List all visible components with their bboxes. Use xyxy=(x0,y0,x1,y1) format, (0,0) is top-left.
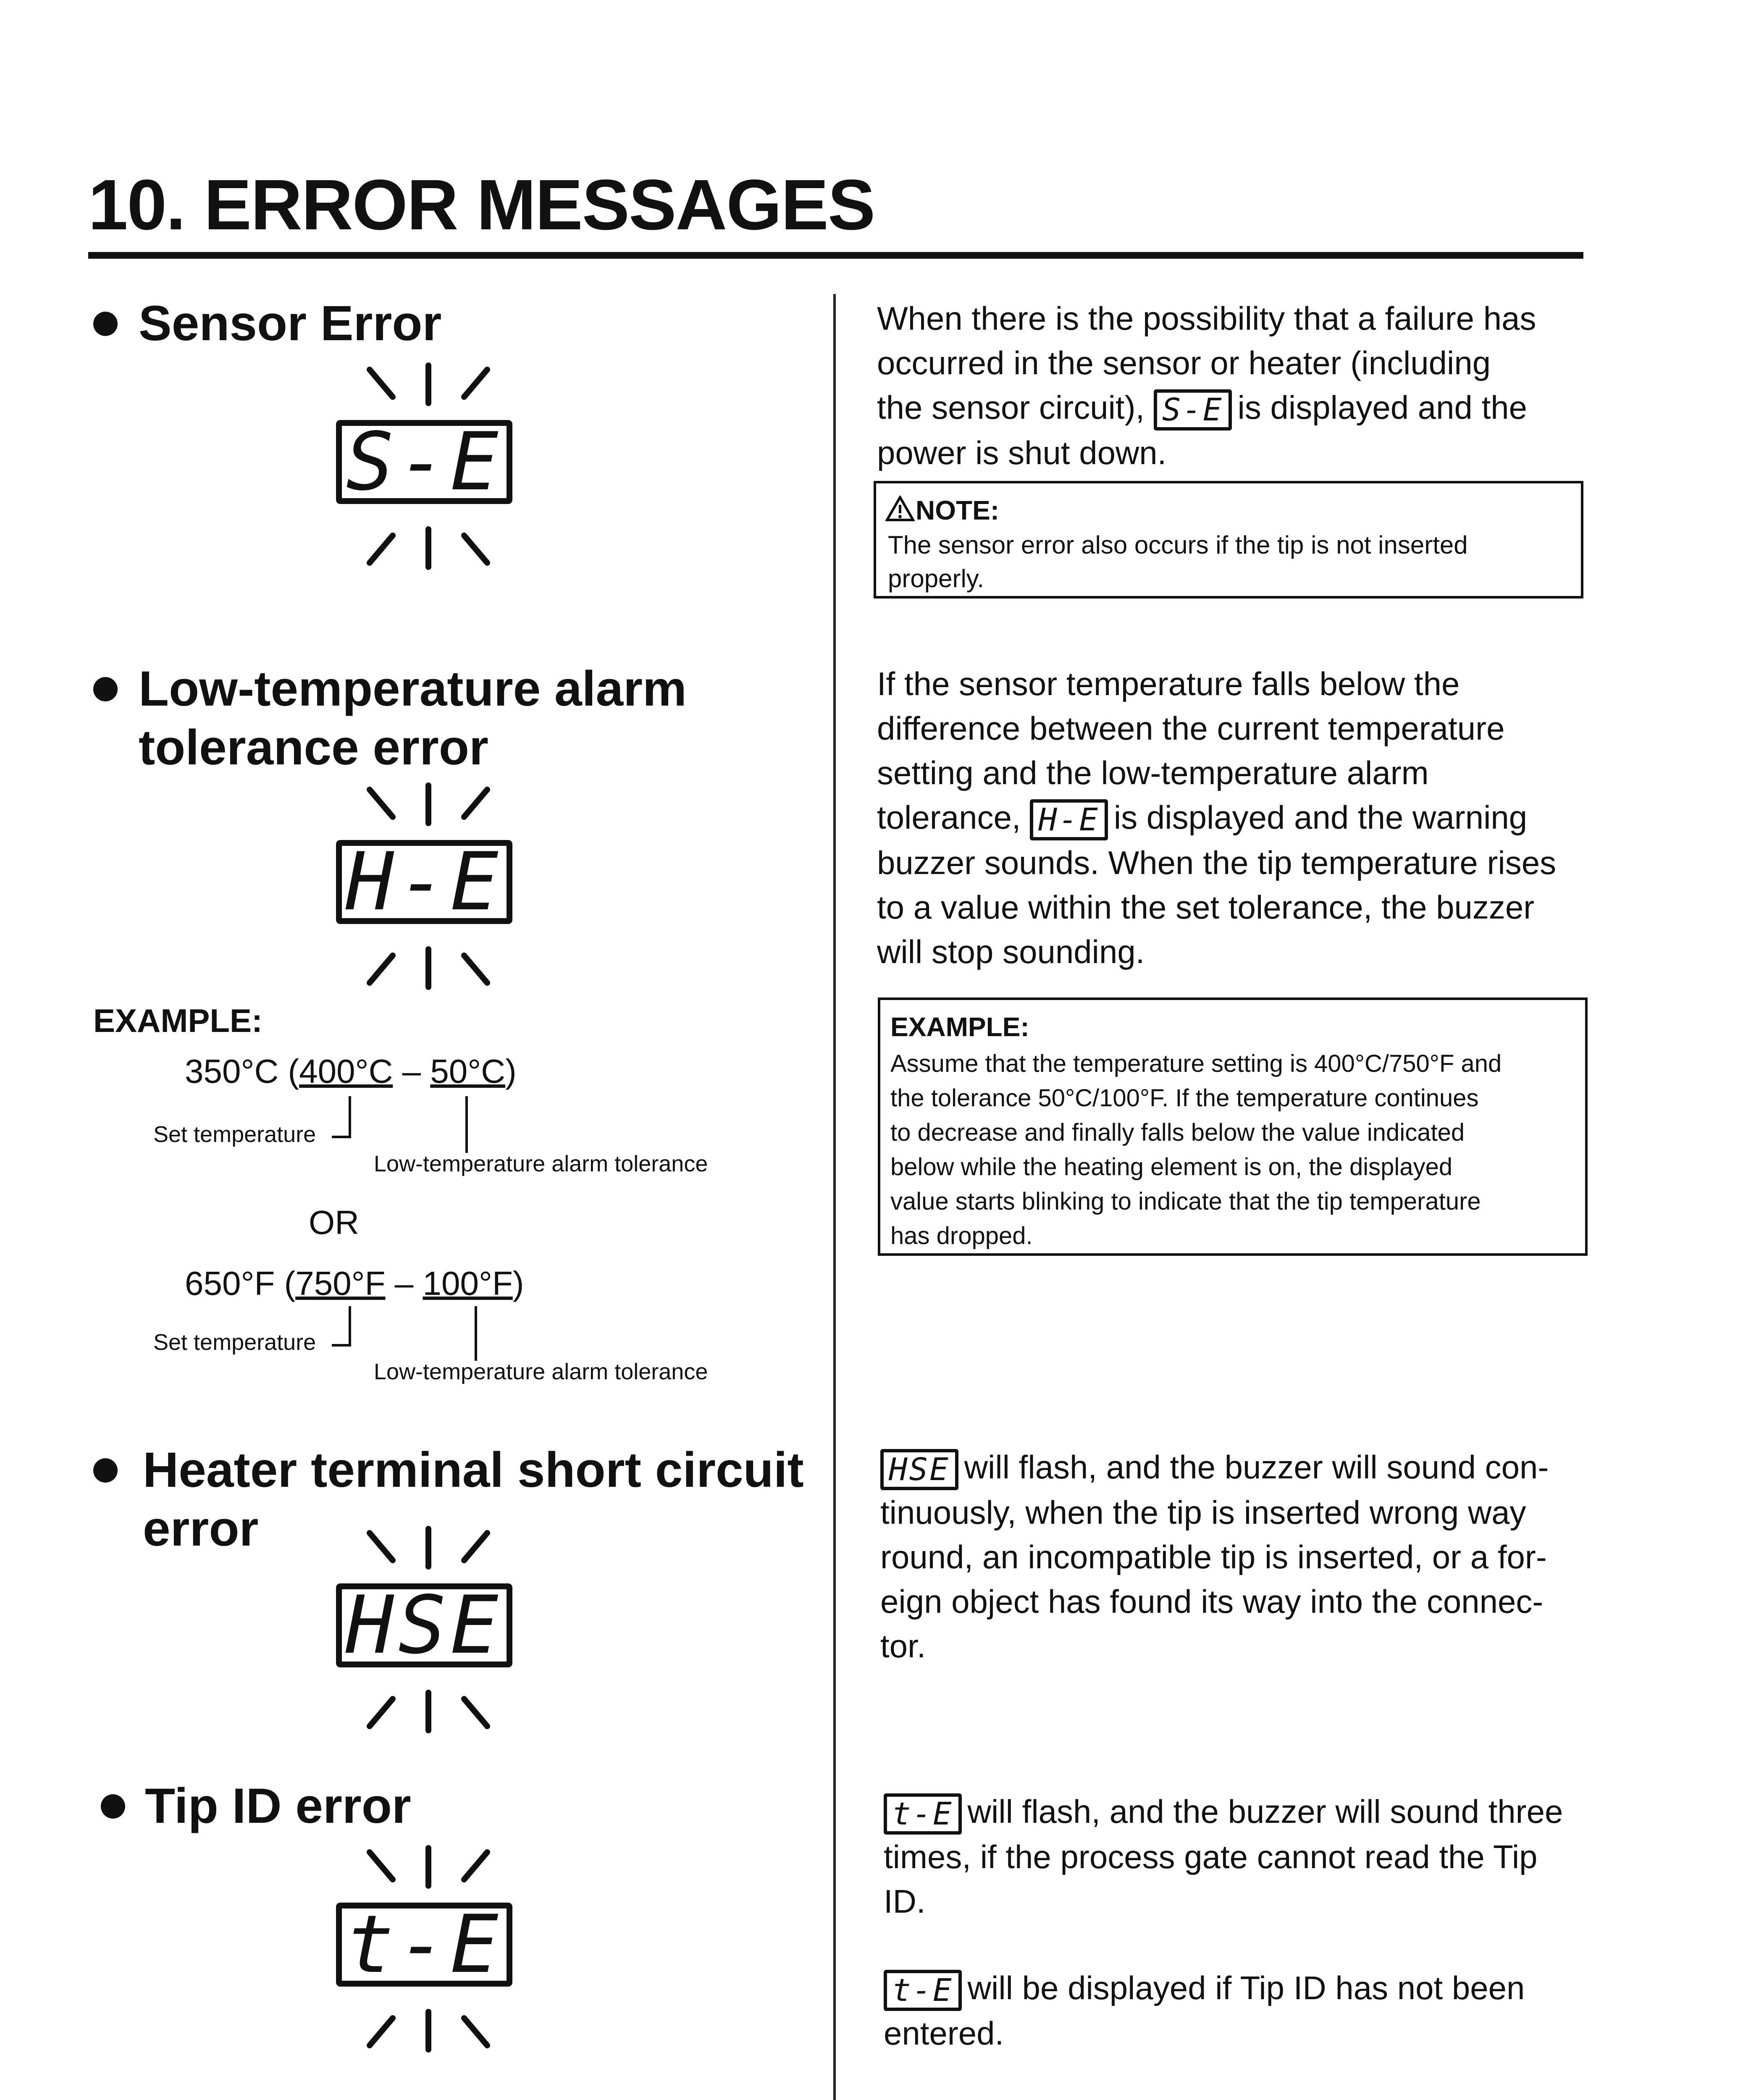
or-label: OR xyxy=(309,1204,359,1241)
inline-lcd-code: HSE xyxy=(880,1449,958,1490)
example-box-text: Assume that the temperature setting is 400°C/750°F and the tolerance 50°C/100°F. If the temperature continues to decrease and finally falls below the value indicated below while the heating element is on, the displayed value starts blinking to indicate that the tip temperature has dropped. xyxy=(890,1050,1502,1250)
bullet-icon xyxy=(101,1794,125,1819)
page-title: 10. ERROR MESSAGES xyxy=(88,165,875,245)
tip-id-description-2: t-E will be displayed if Tip ID has not been entered. xyxy=(884,1969,1525,2052)
leader-line xyxy=(349,1306,351,1346)
heater-short-heading: Heater terminal short circuit error xyxy=(143,1442,804,1557)
set-temperature-label: Set temperature xyxy=(153,1122,316,1147)
bullet-icon xyxy=(93,677,118,701)
bullet-icon xyxy=(93,312,118,336)
leader-line xyxy=(465,1096,468,1153)
tolerance-label: Low-temperature alarm tolerance xyxy=(374,1359,708,1384)
sensor-error-display xyxy=(319,357,538,575)
example-fahrenheit: 650°F (750°F – 100°F) xyxy=(185,1265,524,1302)
title-rule xyxy=(88,252,1583,259)
lcd-code: H-E xyxy=(346,835,503,928)
tip-id-description-1: t-E will flash, and the buzzer will sound three times, if the process gate cannot read the Tip ID. xyxy=(884,1793,1563,1920)
example-box-label: EXAMPLE: xyxy=(890,1012,1029,1042)
inline-lcd-code: t-E xyxy=(884,1793,962,1835)
bullet-icon xyxy=(93,1458,118,1483)
tolerance-label: Low-temperature alarm tolerance xyxy=(374,1151,708,1176)
inline-lcd-code: t-E xyxy=(884,1970,962,2011)
low-temp-heading: Low-temperature alarm tolerance error xyxy=(139,661,687,775)
example-celsius: 350°C (400°C – 50°C) xyxy=(185,1053,517,1090)
example-label: EXAMPLE: xyxy=(93,1002,263,1039)
low-temp-description: If the sensor temperature falls below the difference between the current temperature setting and the low-temperature alarm tolerance, H-E is displayed and the warning buzzer sounds. When the tip temperature rises to a value within the set tolerance, the buzzer will stop sounding. xyxy=(877,665,1557,971)
lcd-code: t-E xyxy=(346,1898,503,1991)
leader-line xyxy=(332,1344,351,1347)
heater-short-description: HSE will flash, and the buzzer will sound con- tinuously, when the tip is inserted wrong way round, an incompatible tip is inserted, or a for- eign object has found its way into the connec- tor. xyxy=(880,1449,1549,1665)
sensor-error-description: When there is the possibility that a failure has occurred in the sensor or heater (including the sensor circuit), S-E is displayed and the power is shut down. xyxy=(877,300,1536,472)
warning-icon xyxy=(885,496,915,522)
leader-line xyxy=(332,1136,351,1138)
leader-line xyxy=(349,1096,351,1138)
inline-lcd-code: S-E xyxy=(1154,389,1232,430)
sensor-error-heading: Sensor Error xyxy=(139,296,442,351)
low-temp-display xyxy=(319,777,538,995)
lcd-code: HSE xyxy=(346,1579,503,1672)
note-text: The sensor error also occurs if the tip is not inserted properly. xyxy=(888,531,1468,593)
heater-short-display xyxy=(319,1520,538,1739)
inline-lcd-code: H-E xyxy=(1030,799,1108,840)
tip-id-display xyxy=(319,1840,538,2058)
lcd-code: S-E xyxy=(346,415,503,508)
tip-id-heading: Tip ID error xyxy=(145,1778,411,1834)
column-divider xyxy=(833,294,836,2100)
set-temperature-label: Set temperature xyxy=(153,1330,316,1355)
leader-line xyxy=(475,1306,477,1361)
note-label: NOTE: xyxy=(916,495,1000,525)
